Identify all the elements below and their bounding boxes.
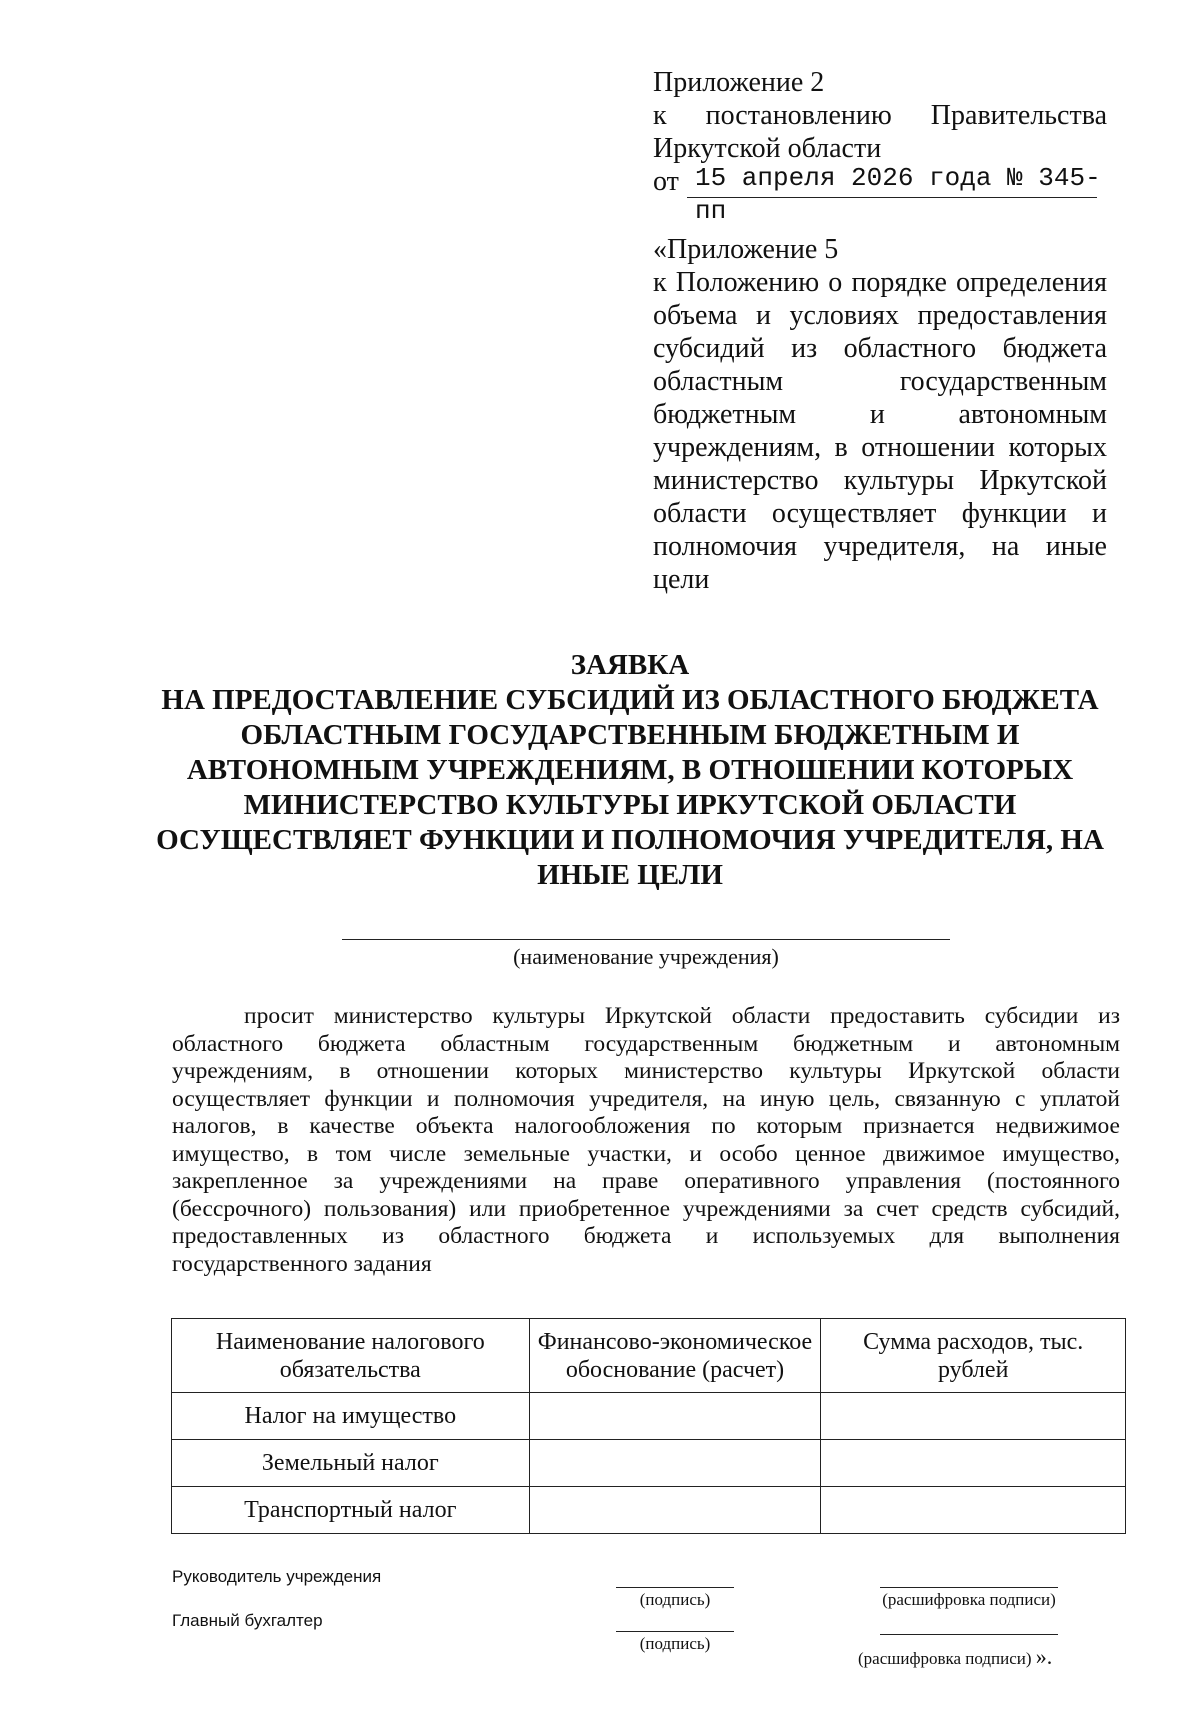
appendix-header — [653, 66, 1107, 226]
table-header-row — [172, 1319, 1126, 1393]
appendix-number: Приложение 2 — [653, 67, 825, 98]
appendix-date-prefix: от — [653, 166, 679, 197]
head-label: Руководитель учреждения — [172, 1567, 382, 1586]
appendix-word-resolution: постановлению — [705, 100, 892, 131]
table-row — [172, 1393, 1126, 1440]
annex5-line: области осуществляет функции и — [653, 498, 1107, 529]
head-signature-caption: (подпись) — [639, 1590, 711, 1609]
header-expense-sum: Сумма расходов, тыс. рублей — [821, 1319, 1126, 1393]
annex5-line: бюджетным и автономным — [653, 399, 1107, 430]
annex5-line: объема и условиях предоставления — [653, 300, 1107, 331]
head-decode-field[interactable] — [880, 1587, 1058, 1588]
institution-name-field[interactable] — [342, 939, 950, 940]
justification-cell[interactable] — [529, 1440, 821, 1487]
request-line: налогов, в качестве объекта налогообложения по которым признается недвижимое — [172, 1113, 1120, 1139]
request-line: имущество, в том числе земельные участки, и особо ценное движимое имущество, — [172, 1140, 1120, 1167]
annex5-block — [653, 233, 1107, 596]
request-line: закрепленное за учреждениями на праве оперативного управления (постоянного — [172, 1168, 1120, 1194]
request-line: областного бюджета областным государственным бюджетным и автономным — [172, 1030, 1120, 1057]
tax-name-cell: Налог на имущество — [172, 1393, 530, 1440]
closing-quote: ». — [1035, 1644, 1053, 1669]
title-line: ИНЫЕ ЦЕЛИ — [537, 859, 723, 891]
tax-table — [171, 1318, 1126, 1534]
title-line: МИНИСТЕРСТВО КУЛЬТУРЫ ИРКУТСКОЙ ОБЛАСТИ — [243, 789, 1017, 821]
header-tax-obligation: Наименование налогового обязательства — [172, 1319, 530, 1393]
title-line: НА ПРЕДОСТАВЛЕНИЕ СУБСИДИЙ ИЗ ОБЛАСТНОГО БЮДЖЕТА — [161, 684, 1099, 716]
accountant-signature-caption: (подпись) — [639, 1634, 711, 1653]
appendix-region: Иркутской области — [653, 133, 882, 164]
appendix-date-line — [653, 163, 1107, 226]
title-line: ЗАЯВКА — [570, 649, 690, 681]
justification-cell[interactable] — [529, 1487, 821, 1534]
annex5-line: министерство культуры Иркутской — [653, 465, 1107, 496]
sum-cell[interactable] — [821, 1487, 1126, 1534]
sum-cell[interactable] — [821, 1440, 1126, 1487]
appendix-resolution-line — [653, 99, 1107, 132]
title-line: ОБЛАСТНЫМ ГОСУДАРСТВЕННЫМ БЮДЖЕТНЫМ И — [240, 719, 1020, 751]
request-paragraph — [172, 1003, 1120, 1278]
institution-caption: (наименование учреждения) — [513, 944, 779, 969]
accountant-decode-caption: (расшифровка подписи) — [858, 1649, 1032, 1668]
justification-cell[interactable] — [529, 1393, 821, 1440]
annex5-line: субсидий из областного бюджета — [653, 333, 1107, 364]
sum-cell[interactable] — [821, 1393, 1126, 1440]
tax-name-cell: Земельный налог — [172, 1440, 530, 1487]
table-row — [172, 1440, 1126, 1487]
request-line: осуществляет функции и полномочия учредителя, на иную цель, связанную с уплатой — [172, 1085, 1120, 1112]
accountant-label: Главный бухгалтер — [172, 1611, 323, 1630]
annex5-line: к Положению о порядке определения — [653, 267, 1107, 298]
accountant-decode-caption-wrap — [858, 1644, 1052, 1670]
appendix-date-handwritten: 15 апреля 2026 года № 345-пп — [695, 163, 1101, 226]
head-decode-caption: (расшифровка подписи) — [882, 1590, 1056, 1609]
header-justification: Финансово-экономическое обоснование (расчет) — [529, 1319, 821, 1393]
title-line: ОСУЩЕСТВЛЯЕТ ФУНКЦИИ И ПОЛНОМОЧИЯ УЧРЕДИТЕЛЯ, НА — [156, 824, 1104, 856]
head-signature-field[interactable] — [616, 1587, 734, 1588]
tax-name-cell: Транспортный налог — [172, 1487, 530, 1534]
appendix-word-government: Правительства — [930, 100, 1107, 131]
request-line: государственного задания — [172, 1250, 432, 1277]
title-line: АВТОНОМНЫМ УЧРЕЖДЕНИЯМ, В ОТНОШЕНИИ КОТОРЫХ — [186, 754, 1074, 786]
annex5-line: «Приложение 5 — [653, 234, 839, 265]
table-row — [172, 1487, 1126, 1534]
document-title — [150, 648, 1110, 893]
accountant-signature-field[interactable] — [616, 1631, 734, 1632]
accountant-decode-field[interactable] — [880, 1634, 1058, 1635]
annex5-line: областным государственным — [653, 366, 1107, 397]
request-line: (бессрочного) пользования) или приобретенное учреждениями за счет средств субсидий, — [172, 1195, 1120, 1222]
annex5-line: учреждениям, в отношении которых — [653, 432, 1107, 463]
request-line: учреждениям, в отношении которых министерство культуры Иркутской области — [172, 1058, 1120, 1084]
request-line: просит министерство культуры Иркутской области предоставить субсидии из — [244, 1003, 1120, 1029]
appendix-word-k: к — [653, 100, 667, 131]
date-underline — [687, 197, 1097, 198]
annex5-line: полномочия учредителя, на иные — [653, 531, 1107, 562]
request-line: предоставленных из областного бюджета и используемых для выполнения — [172, 1223, 1120, 1249]
annex5-line: цели — [653, 564, 710, 595]
